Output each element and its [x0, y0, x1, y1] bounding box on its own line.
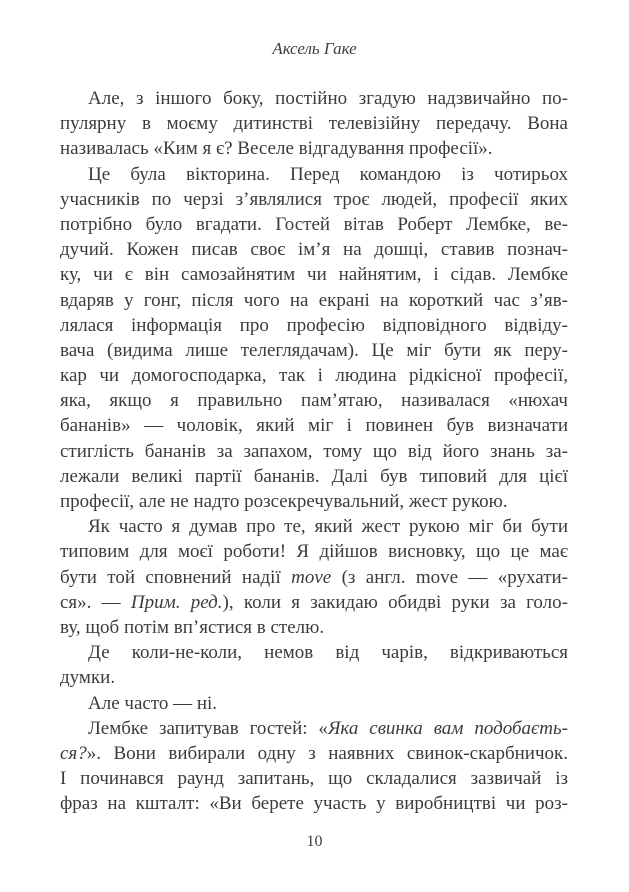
text-line — [60, 212, 568, 237]
text-run: Але часто — ні. — [88, 692, 218, 714]
text-line — [60, 565, 568, 590]
text-run: вдаряв у гонг, після чого на екрані на короткий час з’яв- — [60, 289, 568, 311]
text-run: учасників по черзі з’являлися троє людей, професії яких — [60, 188, 568, 210]
text-line — [60, 514, 568, 539]
italic-text-run: Яка свинка вам подобаєть- — [327, 717, 568, 739]
text-line — [60, 766, 568, 791]
text-run: вача (видима лише телеглядачам). Це міг бути як перу- — [60, 339, 568, 361]
text-line — [60, 86, 568, 111]
body-text — [60, 86, 568, 816]
text-run: Лембке запитував гостей: « — [88, 717, 328, 739]
italic-text-run: move — [291, 566, 332, 588]
text-run: І починався раунд запитань, що складалися зазвичай із — [60, 768, 568, 790]
text-run: стиглість бананів за запахом, тому що від його знань за- — [60, 440, 568, 462]
text-run: ку, чи є він самозайнятим чи найнятим, і сідав. Лембке — [60, 264, 568, 286]
text-line — [60, 136, 568, 161]
text-line — [60, 691, 568, 716]
text-line — [60, 313, 568, 338]
text-line — [60, 590, 568, 615]
text-line — [60, 464, 568, 489]
text-line — [60, 640, 568, 665]
text-line — [60, 237, 568, 262]
text-line — [60, 262, 568, 287]
text-line — [60, 363, 568, 388]
text-run: фраз на кшталт: «Ви берете участь у виробництві чи роз- — [60, 793, 568, 815]
text-run: ву, щоб потім вп’ястися в стелю. — [60, 616, 325, 638]
text-run: (з англ. move — «рухати- — [331, 566, 568, 588]
text-run: Як часто я думав про те, який жест рукою міг би бути — [88, 516, 568, 538]
text-line — [60, 413, 568, 438]
text-run: бананів» — чоловік, який міг і повинен був визначати — [60, 415, 568, 437]
text-run: Це була вікторина. Перед командою із чотирьох — [88, 163, 568, 185]
text-line — [60, 439, 568, 464]
text-line — [60, 665, 568, 690]
text-run: називалась «Ким я є? Веселе відгадування професії». — [60, 138, 493, 160]
text-run: пулярну в моєму дитинстві телевізійну передачу. Вона — [60, 113, 568, 135]
text-line — [60, 111, 568, 136]
text-run: яка, якщо я правильно пам’ятаю, називалася «нюхач — [60, 390, 568, 412]
text-line — [60, 716, 568, 741]
running-header-author: Аксель Гаке — [272, 39, 357, 58]
text-line — [60, 187, 568, 212]
text-line — [60, 791, 568, 816]
text-run: ». Вони вибирали одну з наявних свинок-скарбничок. — [86, 742, 568, 764]
text-line — [60, 539, 568, 564]
text-run: Де коли-не-коли, немов від чарів, відкриваються — [88, 642, 568, 664]
text-line — [60, 388, 568, 413]
text-line — [60, 489, 568, 514]
text-line — [60, 615, 568, 640]
text-run: Але, з іншого боку, постійно згадую надзвичайно по- — [88, 88, 568, 109]
text-run: потрібно було вгадати. Гостей вітав Роберт Лембке, ве- — [60, 213, 568, 235]
text-run: думки. — [60, 667, 116, 689]
italic-text-run: ся? — [60, 742, 87, 764]
text-run: ), коли я закидаю обидві руки за голо- — [222, 591, 568, 613]
text-run: типовим для моєї роботи! Я дійшов висновку, що це має — [60, 541, 568, 563]
text-run: лялася інформація про професію відповідного відвіду- — [60, 314, 568, 336]
italic-text-run: Прим. ред. — [130, 591, 223, 613]
text-run: професії, але не надто розсекречувальний, жест рукою. — [60, 491, 508, 512]
text-run: кар чи домогосподарка, так і людина рідкісної професії, — [60, 365, 568, 387]
text-line — [60, 338, 568, 363]
text-run: бути той сповнений надії — [60, 566, 292, 588]
text-run: ся». — — [60, 591, 131, 613]
text-line — [60, 162, 568, 187]
text-line — [60, 741, 568, 766]
text-run: лежали великі партії бананів. Далі був типовий для цієї — [60, 465, 568, 487]
page-number: 10 — [306, 833, 323, 850]
text-run: дучий. Кожен писав своє ім’я на дошці, ставив познач- — [60, 239, 568, 261]
text-line — [60, 288, 568, 313]
